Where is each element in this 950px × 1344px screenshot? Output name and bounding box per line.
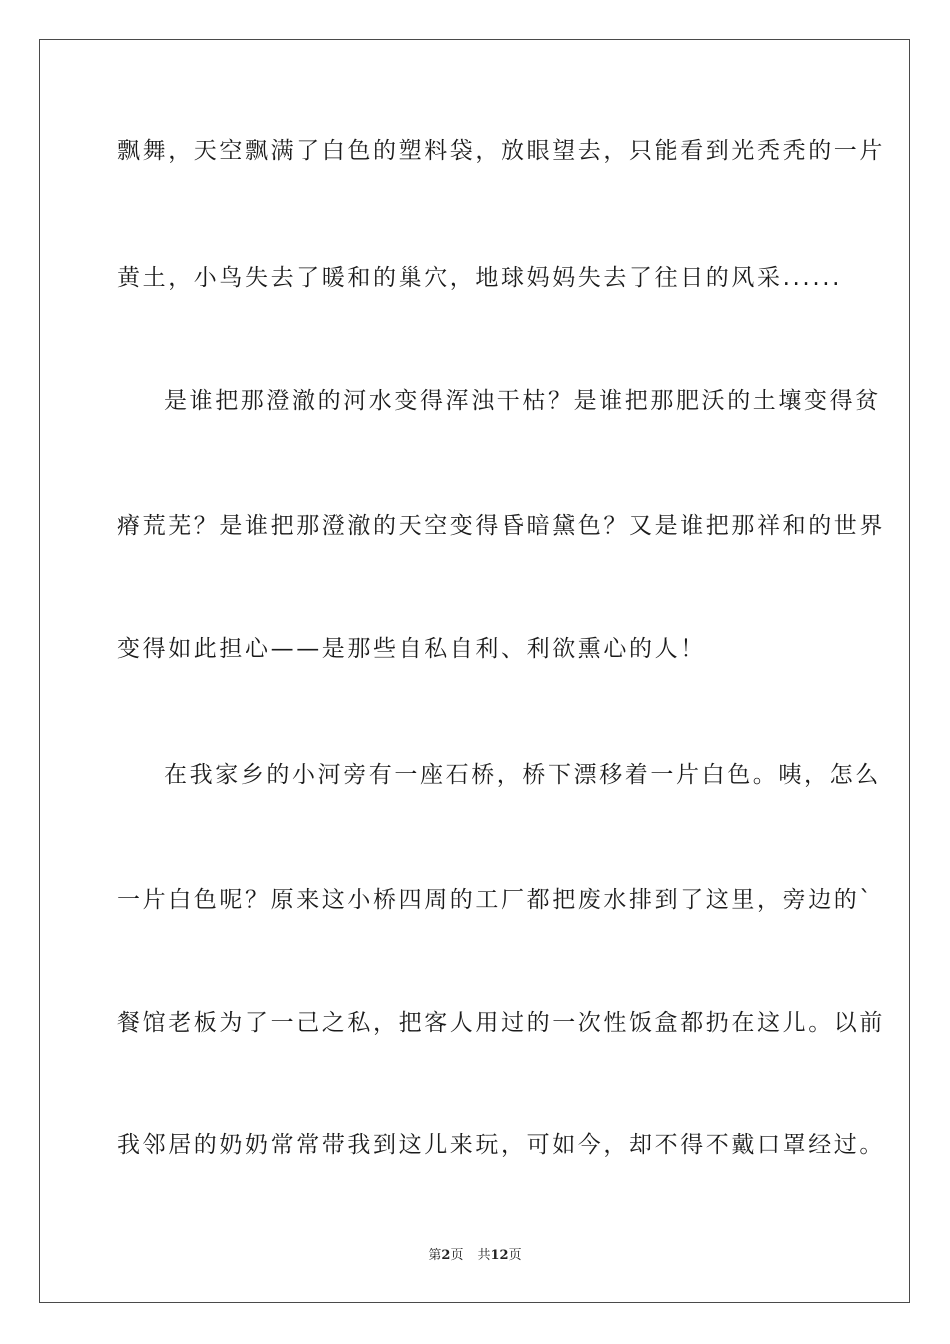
total-prefix: 共 [477,1248,491,1263]
text-line-3: 是谁把那澄澈的河水变得浑浊干枯？是谁把那肥沃的土壤变得贫 [164,388,881,414]
page-suffix: 页 [450,1248,464,1263]
text-line-1: 飘舞，天空飘满了白色的塑料袋，放眼望去，只能看到光秃秃的一片 [117,138,885,164]
text-line-6: 在我家乡的小河旁有一座石桥，桥下漂移着一片白色。咦，怎么 [164,762,881,788]
text-line-8: 餐馆老板为了一己之私，把客人用过的一次性饭盒都扔在这儿。以前 [117,1010,885,1036]
page-footer [0,1244,950,1263]
total-suffix: 页 [508,1248,522,1263]
text-line-4: 瘠荒芜？是谁把那澄澈的天空变得昏暗黛色？又是谁把那祥和的世界 [117,513,885,539]
text-line-7: 一片白色呢？原来这小桥四周的工厂都把废水排到了这里，旁边的` [117,887,874,913]
text-line-2: 黄土，小鸟失去了暖和的巢穴，地球妈妈失去了往日的风采...... [117,265,843,291]
page-current: 2 [441,1248,451,1263]
page-total: 12 [490,1248,509,1263]
text-line-9: 我邻居的奶奶常常带我到这儿来玩，可如今，却不得不戴口罩经过。 [117,1132,885,1158]
page-prefix: 第 [428,1248,442,1263]
text-line-5: 变得如此担心——是那些自私自利、利欲熏心的人！ [117,636,706,662]
page-border [39,39,910,1303]
